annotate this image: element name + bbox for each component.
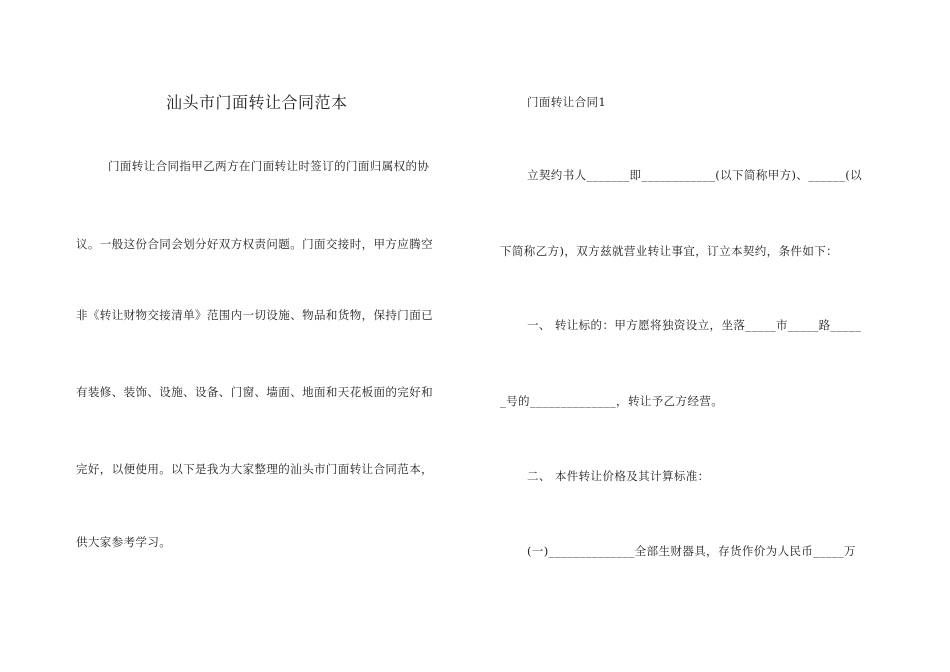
intro-line-4: 有装修、装饰、设施、设备、门窗、墙面、地面和天花板面的完好和 [76, 385, 433, 399]
clause-2-heading: 二、 本件转让价格及其计算标准： [527, 469, 710, 483]
intro-line-5: 完好，以便使用。以下是我为大家整理的汕头市门面转让合同范本， [76, 462, 433, 476]
intro-line-6: 供大家参考学习。 [76, 535, 172, 549]
contract-heading: 门面转让合同1 [527, 95, 607, 109]
clause-1-line-1: 一、 转让标的：甲方愿将独资设立，坐落_____市_____路_____ [527, 318, 862, 332]
intro-line-2: 议。一般这份合同会划分好双方权责问题。门面交接时，甲方应腾空 [76, 237, 433, 251]
clause-2-item-1: (一)______________全部生财器具，存货作价为人民币_____万 [527, 544, 856, 558]
clause-1-line-2: _号的______________，转让予乙方经营。 [500, 394, 724, 408]
contract-line-1: 立契约书人_______即____________(以下简称甲方)、______(以 [527, 168, 863, 182]
intro-line-1: 门面转让合同指甲乙两方在门面转让时签订的门面归属权的协 [108, 159, 430, 173]
intro-line-3: 非《转让财物交接清单》范围内一切设施、物品和货物，保持门面已 [76, 308, 433, 322]
contract-line-2: 下简称乙方)，双方兹就营业转让事宜，订立本契约，条件如下： [500, 244, 839, 258]
document-title: 汕头市门面转让合同范本 [166, 93, 348, 112]
